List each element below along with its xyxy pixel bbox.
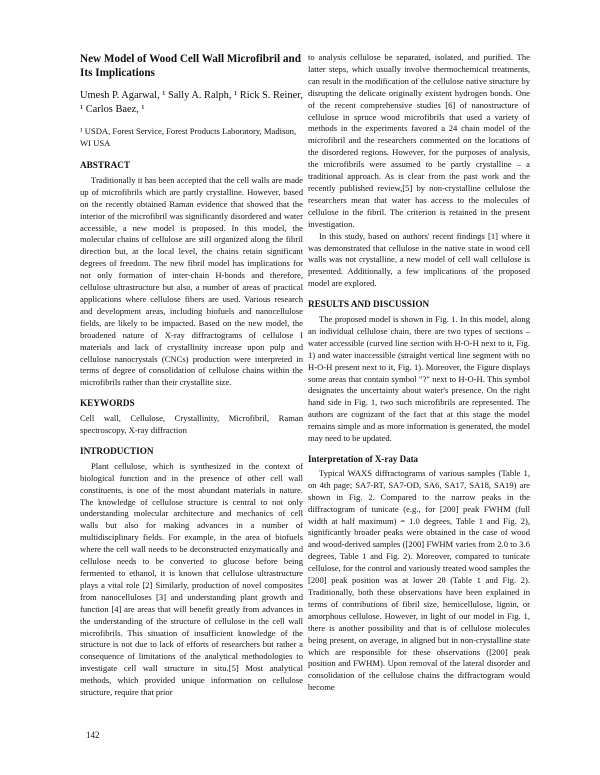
abstract-heading: ABSTRACT: [80, 160, 131, 170]
right-column: [308, 52, 530, 694]
page-number: 142: [86, 730, 100, 740]
left-column: [80, 52, 303, 699]
keywords-text: Cell wall, Cellulose, Crystallinity, Microfibril, Raman spectroscopy, X-ray diffraction: [80, 413, 303, 436]
introduction-heading: INTRODUCTION: [80, 445, 154, 456]
xray-heading: Interpretation of X-ray Data: [308, 454, 419, 464]
affiliation: ¹ USDA, Forest Service, Forest Products Laboratory, Madison, WI USA: [80, 126, 297, 148]
introduction-paragraph-2: In this study, based on authors' recent findings [1] where it was demonstrated that cellulose in the native state in wood cell walls was not crystalline, a new model of cell wall cellulose is presented. Additionally, a few implications of the proposed model are explored.: [308, 230, 530, 289]
introduction-continued: to analysis cellulose be separated, isolated, and purified. The latter steps, which usually involve thermochemical treatments, can result in the modification of the cellulose native structure by disrupting the delicate originally existent hydrogen bonds. One of the recent comprehensive studies [6] of nanostructure of cellulose in spruce wood microfibrils that used a variety of methods in the experiments favored a 24 chain model of the microfibril and the researchers commented on the locations of the disordered regions. However, for the purposes of analysis, the microfibrils were assumed to be partly crystalline – a traditional approach. As is clear from the past work and the recently published review,[5] by non-crystalline cellulose the researchers mean that water has access to the molecules of cellulose in the fibril. The criterion is retained in the present investigation.: [308, 52, 530, 229]
abstract-text: Traditionally it has been accepted that the cell walls are made up of microfibrils which are partly crystalline. However, based on the recently obtained Raman evidence that showed that the interior of the microfibril was significantly disordered and water accessible, a new model is proposed. In this model, the molecular chains of cellulose are still organized along the fibril direction but, at the local level, the chains retain significant degrees of freedom. The new fibril model has implications for not only formation of inter-chain H-bonds and therefore, cellulose ultrastructure but also, a number of areas of practical applications where cellulose fibers are used. Various research and development areas, including biofuels and nanocellulose fields, are likely to be impacted. Based on the new model, the broadened nature of X-ray diffractograms of cellulose I materials and lack of crystallinity increase upon pulp and cellulose nanocrystals (CNCs) production were interpreted in terms of degree of consolidation of cellulose chains within the microfibrils rather than their crystallite size.: [80, 174, 303, 388]
xray-text: Typical WAXS diffractograms of various samples (Table 1, on 4th page; SA7-RT, SA7-OD, SA6, SA17, SA18, SA19) are shown in Fig. 2. Compared to the narrow peaks in the diffractogram of tunicate (e.g., for [200] peak FWHM (full width at half maximum) = 1.0 degrees, Table 1 and Fig. 2), significantly broader peaks were obtained in the case of wood and wood-derived samples ([200] FWHM varies from 2.0 to 3.6 degrees, Table 1 and Fig. 2). Moreover, compared to tunicate cellulose, for the control and variously treated wood samples the [200] peak position was at lower 2θ (Table 1 and Fig. 2). Traditionally, both these observations have been explained in terms of contributions of fibril size, hemicellulose, lignin, or amorphous cellulose. However, in light of our model in Fig. 1, there is another possibility and that is of cellulose molecules being present, on average, in aligned but in non-crystalline state which are responsible for these observations ([200] peak position and FWHM). Upon removal of the lateral disorder and consolidation of the cellulose chains the diffractogram would become: [308, 467, 530, 693]
introduction-text: Plant cellulose, which is synthesized in the context of biological function and in the presence of other cell wall constituents, is one of the most abundant materials in nature. The knowledge of cellulose structure is central to not only understanding molecular architecture and mechanics of cell walls but also for making advances in a number of multidisciplinary fields. For example, in the area of biofuels where the cell wall needs to be deconstructed enzymatically and cellulose needs to be converted to glucose before being fermented to ethanol, it is known that cellulose ultrastructure plays a vital role [2] Similarly, production of novel composites from nanocelluloses [3] and understanding plant growth and function [4] are areas that will benefit greatly from advances in the understanding of the structure of cellulose in the cell wall microfibrils. This situation of insufficient knowledge of the structure is not due to lack of efforts of researchers but rather a consequence of limitations of the analytical methodologies to investigate cell wall structure in situ.[5] Most analytical methods, which provided unique information on cellulose structure, require that prior: [80, 460, 303, 698]
authors: Umesh P. Agarwal, ¹ Sally A. Ralph, ¹ Rick S. Reiner, ¹ Carlos Baez, ¹: [80, 90, 303, 115]
keywords-heading: KEYWORDS: [80, 398, 135, 409]
paper-title: New Model of Wood Cell Wall Microfibril and Its Implications: [80, 53, 301, 79]
results-text: The proposed model is shown in Fig. 1. In this model, along an individual cellulose chain, there are two types of sections – water accessible (curved line section with H-O-H next to it, Fig. 1) and water inaccessible (straight vertical line segment with no H-O-H present next to it, Fig. 1). Moreover, the Figure displays some areas that contain symbol "?" next to H-O-H. This symbol designates the uncertainty about water's presence. On the right hand side in Fig. 1, two such microfibrils are represented. The authors are cognizant of the fact that at this stage the model remains simple and as more information is generated, the model may need to be updated.: [308, 314, 530, 444]
results-heading: RESULTS AND DISCUSSION: [308, 299, 430, 310]
